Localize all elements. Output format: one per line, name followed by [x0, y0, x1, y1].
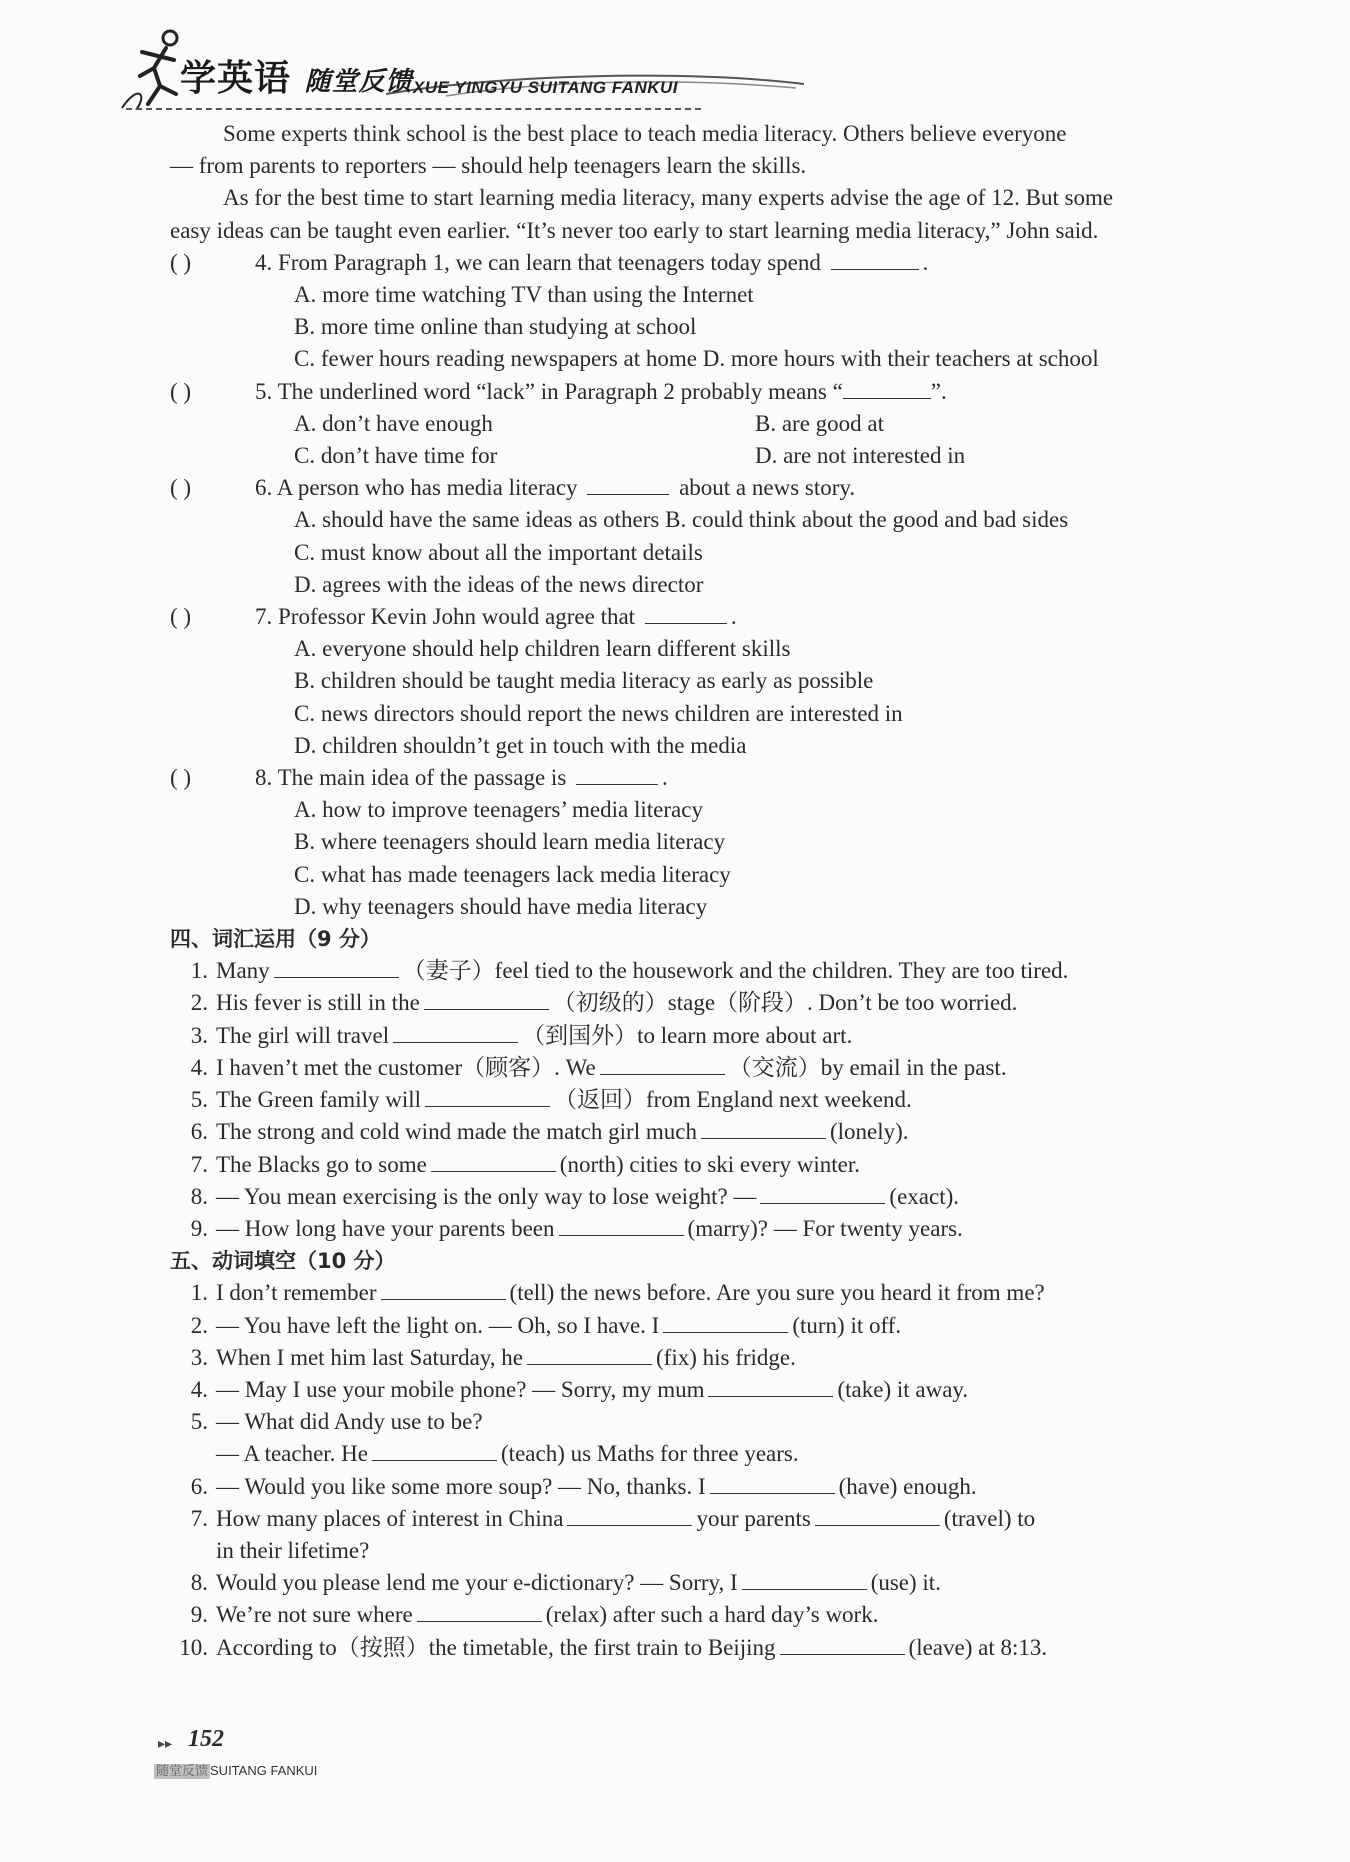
item-text-end: (exact).: [889, 1183, 960, 1209]
item-text: — May I use your mobile phone? — Sorry, my mum: [216, 1376, 705, 1402]
item-text-end: (leave) at 8:13.: [908, 1634, 1048, 1660]
answer-blank[interactable]: [567, 1505, 692, 1526]
answer-paren[interactable]: ( ): [170, 765, 192, 791]
vocab-item-7: [170, 1149, 1250, 1181]
verb-item-7-cont: [170, 1535, 1250, 1567]
answer-blank[interactable]: [815, 1505, 940, 1526]
question-stem: 6. A person who has media literacy: [255, 475, 578, 501]
question-stem-end: about a news story.: [679, 475, 856, 501]
option: D. why teenagers should have media literacy: [294, 893, 708, 919]
option-row: [170, 408, 1250, 440]
vocab-item-9: [170, 1213, 1250, 1245]
exercise-content: [170, 118, 1250, 1664]
verb-item-5-answer: [170, 1438, 1250, 1470]
item-text: — How long have your parents been: [216, 1215, 555, 1241]
item-text-end: (relax) after such a hard day’s work.: [545, 1602, 879, 1628]
question-4: [170, 247, 1250, 279]
item-number: 4.: [190, 1376, 208, 1402]
item-text-mid: your parents: [696, 1505, 811, 1531]
verb-item-5: [170, 1406, 1250, 1438]
item-text-end: (teach) us Maths for three years.: [501, 1441, 799, 1467]
answer-blank[interactable]: [425, 1086, 550, 1107]
answer-blank[interactable]: [372, 1440, 497, 1461]
option: A. should have the same ideas as others B. could think about the good and bad sides: [294, 507, 1069, 533]
item-number: 6.: [190, 1119, 208, 1145]
option: A. don’t have enough: [294, 410, 493, 436]
item-text-end: (use) it.: [870, 1570, 941, 1596]
verb-item-6: [170, 1471, 1250, 1503]
question-stem: 7. Professor Kevin John would agree that: [255, 604, 636, 630]
item-text: According to（按照）the timetable, the first train to Beijing: [216, 1634, 776, 1660]
item-number: 8.: [190, 1183, 208, 1209]
verb-item-4: [170, 1374, 1250, 1406]
answer-paren[interactable]: ( ): [170, 378, 192, 404]
item-number: 4.: [190, 1054, 208, 1080]
answer-blank[interactable]: [831, 249, 919, 270]
verb-item-9: [170, 1599, 1250, 1631]
option: C. don’t have time for: [294, 443, 498, 469]
item-number: 7.: [190, 1505, 208, 1531]
item-text: How many places of interest in China: [216, 1505, 564, 1531]
vocab-item-3: [170, 1020, 1250, 1052]
item-text: The Blacks go to some: [216, 1151, 427, 1177]
item-text: His fever is still in the: [216, 990, 420, 1016]
item-text-end: （返回）from England next weekend.: [554, 1087, 912, 1113]
answer-blank[interactable]: [708, 1376, 833, 1397]
option: C. what has made teenagers lack media literacy: [294, 861, 731, 887]
option: D. children shouldn’t get in touch with the media: [294, 732, 747, 758]
item-text-end: (tell) the news before. Are you sure you heard it from me?: [509, 1280, 1045, 1306]
item-number: 7.: [190, 1151, 208, 1177]
header-dashed-rule: [126, 108, 701, 110]
logo-cn-sub: 随堂反馈: [304, 67, 413, 97]
option: A. everyone should help children learn different skills: [294, 636, 791, 662]
option: D. agrees with the ideas of the news director: [294, 571, 704, 597]
answer-blank[interactable]: [600, 1054, 725, 1075]
answer-blank[interactable]: [381, 1279, 506, 1300]
answer-paren[interactable]: ( ): [170, 249, 192, 275]
item-number: 8.: [190, 1570, 208, 1596]
item-number: 6.: [190, 1473, 208, 1499]
question-7: [170, 601, 1250, 633]
item-number: 1.: [190, 958, 208, 984]
answer-blank[interactable]: [663, 1312, 788, 1333]
answer-blank[interactable]: [431, 1151, 556, 1172]
answer-blank[interactable]: [645, 603, 727, 624]
answer-blank[interactable]: [843, 378, 931, 399]
section-5-title: 五、动词填空（10 分）: [170, 1249, 396, 1274]
item-number: 3.: [190, 1022, 208, 1048]
option: C. fewer hours reading newspapers at home D. more hours with their teachers at school: [294, 346, 1099, 372]
item-text-end: (travel) to: [943, 1505, 1036, 1531]
page-number: 152: [188, 1726, 224, 1752]
double-arrow-icon: ▸▸: [158, 1736, 173, 1752]
item-number: 9.: [190, 1602, 208, 1628]
answer-paren[interactable]: ( ): [170, 604, 192, 630]
answer-paren[interactable]: ( ): [170, 475, 192, 501]
item-number: 1.: [190, 1280, 208, 1306]
footer-band-en: SUITANG FANKUI: [210, 1763, 318, 1778]
question-stem-end: ”.: [930, 378, 947, 404]
question-stem-end: .: [662, 765, 668, 791]
vocab-item-4: [170, 1052, 1250, 1084]
question-6: [170, 472, 1250, 504]
option: B. are good at: [755, 410, 885, 436]
verb-item-2: [170, 1310, 1250, 1342]
question-stem: 8. The main idea of the passage is: [255, 765, 567, 791]
item-text-end: （初级的）stage（阶段）. Don’t be too worried.: [552, 990, 1018, 1016]
section-4-title: 四、词汇运用（9 分）: [170, 927, 381, 952]
answer-blank[interactable]: [576, 764, 658, 785]
answer-blank[interactable]: [559, 1215, 684, 1236]
answer-blank[interactable]: [742, 1569, 867, 1590]
item-text: — You mean exercising is the only way to lose weight? —: [216, 1183, 757, 1209]
answer-blank[interactable]: [527, 1344, 652, 1365]
option-row: [170, 440, 1250, 472]
verb-item-7: [170, 1503, 1250, 1535]
answer-blank[interactable]: [701, 1118, 826, 1139]
passage-p1-line1: Some experts think school is the best place to teach media literacy. Others believe everyone: [223, 121, 1067, 146]
answer-blank[interactable]: [587, 474, 669, 495]
option: B. where teenagers should learn media literacy: [294, 829, 726, 855]
item-text: We’re not sure where: [216, 1602, 413, 1628]
passage-p2-line1: As for the best time to start learning media literacy, many experts advise the age of 12. But some: [223, 185, 1114, 211]
item-text-end: (north) cities to ski every winter.: [559, 1151, 860, 1177]
option: A. more time watching TV than using the Internet: [294, 282, 754, 308]
option: C. must know about all the important details: [294, 539, 703, 565]
item-text: The girl will travel: [216, 1022, 390, 1048]
item-text-end: (turn) it off.: [792, 1312, 902, 1338]
vocab-item-6: [170, 1116, 1250, 1148]
item-text: — Would you like some more soup? — No, thanks. I: [216, 1473, 706, 1499]
vocab-item-1: [170, 955, 1250, 987]
question-stem-end: .: [922, 249, 929, 275]
item-text-end: （交流）by email in the past.: [728, 1054, 1007, 1080]
answer-blank[interactable]: [393, 1022, 518, 1043]
item-text: — A teacher. He: [216, 1441, 369, 1467]
item-text: — What did Andy use to be?: [216, 1409, 483, 1435]
item-number: 3.: [190, 1344, 208, 1370]
item-text: When I met him last Saturday, he: [216, 1344, 524, 1370]
item-text: Many: [216, 958, 270, 984]
answer-blank[interactable]: [424, 989, 549, 1010]
option: D. are not interested in: [755, 443, 966, 469]
item-text: The strong and cold wind made the match girl much: [216, 1119, 697, 1145]
item-number: 2.: [190, 1312, 208, 1338]
item-text-end: (fix) his fridge.: [656, 1344, 796, 1370]
item-number: 5.: [190, 1409, 208, 1435]
footer-band: [154, 1760, 317, 1779]
question-5: [170, 376, 1250, 408]
passage-p1-line2: — from parents to reporters — should help teenagers learn the skills.: [170, 153, 807, 179]
item-text-end: （妻子）feel tied to the housework and the children. They are too tired.: [402, 958, 1069, 984]
item-number: 9.: [190, 1215, 208, 1241]
item-text: I don’t remember: [216, 1280, 377, 1306]
vocab-item-5: [170, 1084, 1250, 1116]
item-text-end: (lonely).: [829, 1119, 909, 1145]
passage-p2-line2: easy ideas can be taught even earlier. “It’s never too early to start learning media literacy,” John said.: [170, 217, 1099, 243]
verb-item-3: [170, 1342, 1250, 1374]
verb-item-8: [170, 1567, 1250, 1599]
question-stem: 4. From Paragraph 1, we can learn that teenagers today spend: [255, 249, 821, 275]
footer-band-cn: 随堂反馈: [156, 1764, 209, 1779]
answer-blank[interactable]: [417, 1601, 542, 1622]
question-stem-end: .: [730, 604, 737, 630]
page-header: [118, 20, 1198, 110]
vocab-item-8: [170, 1181, 1250, 1213]
answer-blank[interactable]: [710, 1473, 835, 1494]
option: B. children should be taught media literacy as early as possible: [294, 668, 874, 694]
option: B. more time online than studying at school: [294, 314, 697, 340]
item-number: 5.: [190, 1087, 208, 1113]
option: C. news directors should report the news children are interested in: [294, 700, 903, 726]
option: A. how to improve teenagers’ media literacy: [294, 797, 703, 823]
vocab-item-2: [170, 987, 1250, 1019]
answer-blank[interactable]: [780, 1634, 905, 1655]
verb-item-10: [170, 1632, 1250, 1664]
item-text-end: (take) it away.: [837, 1376, 969, 1402]
item-text-end: (marry)? — For twenty years.: [687, 1215, 963, 1241]
question-stem: 5. The underlined word “lack” in Paragraph 2 probably means “: [255, 378, 843, 404]
header-logo-text: [180, 50, 413, 101]
item-text-end: (have) enough.: [838, 1473, 977, 1499]
logo-cn-main: 学英语: [180, 58, 292, 99]
item-text-end: （到国外）to learn more about art.: [522, 1022, 853, 1048]
item-text: I haven’t met the customer（顾客）. We: [216, 1054, 596, 1080]
item-text: The Green family will: [216, 1087, 422, 1113]
runner-logo-icon: [118, 24, 188, 110]
item-number: 10.: [179, 1634, 208, 1660]
item-number: 2.: [190, 990, 208, 1016]
verb-item-1: [170, 1277, 1250, 1309]
item-text: — You have left the light on. — Oh, so I have. I: [216, 1312, 660, 1338]
answer-blank[interactable]: [274, 957, 399, 978]
logo-en-text: XUE YINGYU SUITANG FANKUI: [413, 78, 679, 97]
question-8: [170, 762, 1250, 794]
answer-blank[interactable]: [760, 1183, 885, 1204]
page-footer: [158, 1718, 458, 1778]
item-text: in their lifetime?: [216, 1537, 370, 1563]
item-text: Would you please lend me your e-dictionary? — Sorry, I: [216, 1570, 738, 1596]
